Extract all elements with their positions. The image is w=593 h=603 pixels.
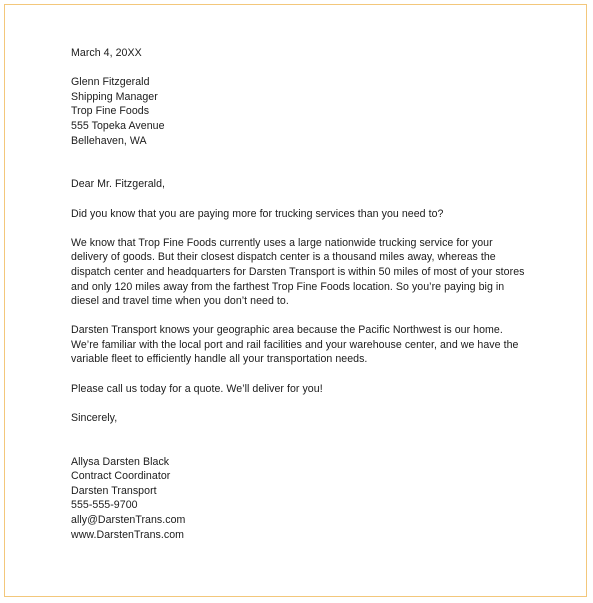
paragraph-line: and only 120 miles away from the farthest Trop Fine Foods location. So you’re paying big in <box>71 280 505 293</box>
closing-line: Sincerely, <box>71 411 118 424</box>
signer-name: Allysa Darsten Black <box>71 455 170 468</box>
paragraph-line: variable fleet to efficiently handle all your transportation needs. <box>71 353 368 366</box>
salutation-line: Dear Mr. Fitzgerald, <box>71 178 166 191</box>
recipient-street: 555 Topeka Avenue <box>71 119 165 132</box>
signer-email: ally@DarstenTrans.com <box>71 514 186 526</box>
paragraph-1 <box>71 207 541 222</box>
recipient-city: Bellehaven, WA <box>71 134 147 147</box>
signer-title: Contract Coordinator <box>71 470 171 483</box>
paragraph-line: Darsten Transport knows your geographic area because the Pacific Northwest is our home. <box>71 324 503 337</box>
recipient-address <box>71 75 541 148</box>
paragraph-3 <box>71 323 541 367</box>
signer-website: www.DarstenTrans.com <box>71 528 185 541</box>
recipient-title: Shipping Manager <box>71 90 158 103</box>
paragraph-line: Please call us today for a quote. We’ll deliver for you! <box>71 382 323 395</box>
date-line: March 4, 20XX <box>71 47 142 59</box>
signer-phone: 555-555-9700 <box>71 499 138 512</box>
letter-date <box>71 46 541 61</box>
paragraph-line: We know that Trop Fine Foods currently uses a large nationwide trucking service for your <box>71 236 493 249</box>
paragraph-2 <box>71 236 541 309</box>
paragraph-line: dispatch center and headquarters for Darsten Transport is within 50 miles of most of your stores <box>71 265 525 278</box>
salutation <box>71 177 541 192</box>
signature-block <box>71 455 541 543</box>
paragraph-line: Did you know that you are paying more for trucking services than you need to? <box>71 207 444 220</box>
letter-body <box>71 46 541 542</box>
recipient-company: Trop Fine Foods <box>71 105 150 118</box>
closing <box>71 411 541 426</box>
paragraph-4 <box>71 382 541 397</box>
signer-company: Darsten Transport <box>71 484 157 497</box>
recipient-name: Glenn Fitzgerald <box>71 76 150 89</box>
paragraph-line: We’re familiar with the local port and rail facilities and your warehouse center, and we have the <box>71 338 519 351</box>
paragraph-line: delivery of goods. But their closest dispatch center is a thousand miles away, whereas the <box>71 251 496 264</box>
paragraph-line: diesel and travel time when you don’t need to. <box>71 295 289 308</box>
